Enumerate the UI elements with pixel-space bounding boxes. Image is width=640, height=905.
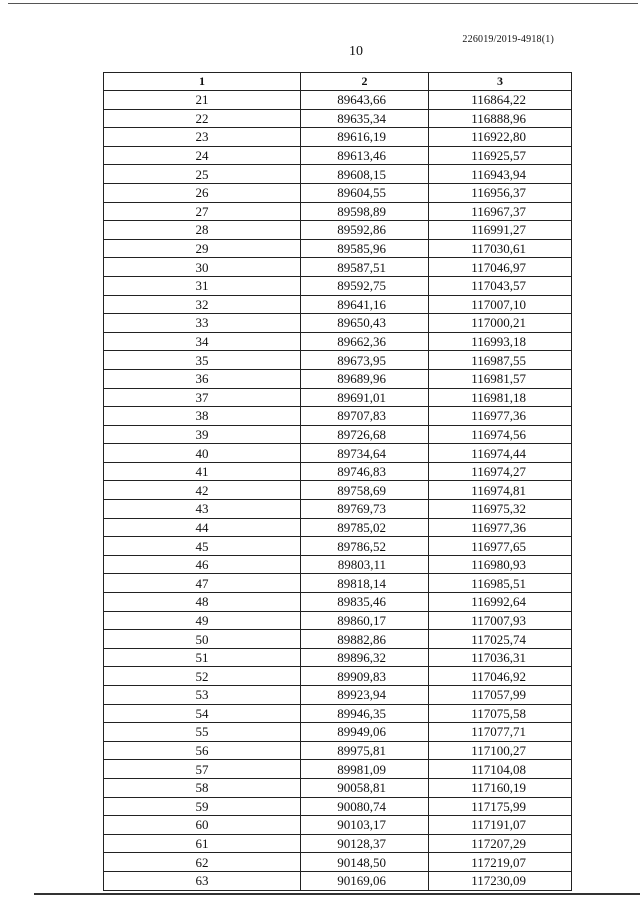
table-cell: 26 [104,183,301,202]
document-number: 226019/2019-4918(1) [462,34,554,45]
table-cell: 117007,93 [429,611,572,630]
table-cell: 89769,73 [301,500,429,519]
bottom-divider [34,893,640,895]
table-cell: 117104,08 [429,760,572,779]
table-row [104,369,572,388]
table-cell: 89818,14 [301,574,429,593]
table-cell: 117046,97 [429,258,572,277]
table-row [104,593,572,612]
table-cell: 117160,19 [429,778,572,797]
table-cell: 41 [104,462,301,481]
table-cell: 90148,50 [301,853,429,872]
table-cell: 89689,96 [301,369,429,388]
table-row [104,667,572,686]
table-cell: 89746,83 [301,462,429,481]
table-cell: 48 [104,593,301,612]
table-row [104,314,572,333]
table-cell: 57 [104,760,301,779]
table-row [104,239,572,258]
column-header: 3 [429,73,572,91]
table-cell: 116974,27 [429,462,572,481]
table-cell: 116981,18 [429,388,572,407]
table-row [104,760,572,779]
table-row [104,741,572,760]
table-cell: 89896,32 [301,648,429,667]
table-row [104,778,572,797]
table-cell: 116987,55 [429,351,572,370]
table-cell: 116974,81 [429,481,572,500]
table-cell: 117075,58 [429,704,572,723]
table-cell: 53 [104,686,301,705]
table-cell: 89860,17 [301,611,429,630]
table-cell: 117191,07 [429,816,572,835]
table-cell: 58 [104,778,301,797]
table-row [104,630,572,649]
table-cell: 44 [104,518,301,537]
table-row [104,109,572,128]
table-cell: 39 [104,425,301,444]
table-cell: 89923,94 [301,686,429,705]
table-cell: 117030,61 [429,239,572,258]
table-cell: 63 [104,871,301,890]
table-cell: 29 [104,239,301,258]
table-row [104,146,572,165]
table-cell: 117175,99 [429,797,572,816]
table-row [104,351,572,370]
table-row [104,221,572,240]
table-cell: 116974,56 [429,425,572,444]
table-cell: 116980,93 [429,555,572,574]
table-cell: 117207,29 [429,834,572,853]
table-cell: 56 [104,741,301,760]
table-cell: 117230,09 [429,871,572,890]
table-row [104,611,572,630]
table-cell: 89587,51 [301,258,429,277]
table-cell: 117077,71 [429,723,572,742]
table-cell: 46 [104,555,301,574]
table-cell: 116956,37 [429,183,572,202]
table-cell: 117043,57 [429,276,572,295]
table-cell: 116977,36 [429,518,572,537]
table-cell: 89635,34 [301,109,429,128]
table-cell: 89949,06 [301,723,429,742]
table-cell: 89835,46 [301,593,429,612]
table-cell: 89785,02 [301,518,429,537]
table-cell: 59 [104,797,301,816]
table-cell: 89803,11 [301,555,429,574]
table-cell: 90128,37 [301,834,429,853]
table-cell: 89592,75 [301,276,429,295]
table-row [104,444,572,463]
table-cell: 89726,68 [301,425,429,444]
table-cell: 89909,83 [301,667,429,686]
table-row [104,332,572,351]
table-header-row [104,73,572,91]
table-cell: 89650,43 [301,314,429,333]
table-cell: 117036,31 [429,648,572,667]
table-cell: 117100,27 [429,741,572,760]
table-cell: 40 [104,444,301,463]
table-cell: 36 [104,369,301,388]
table-row [104,295,572,314]
table-cell: 116943,94 [429,165,572,184]
table-row [104,686,572,705]
table-row [104,388,572,407]
table-cell: 89585,96 [301,239,429,258]
table-cell: 89643,66 [301,91,429,110]
column-header: 1 [104,73,301,91]
table-cell: 116967,37 [429,202,572,221]
table-cell: 116922,80 [429,128,572,147]
table-row [104,481,572,500]
table-cell: 89975,81 [301,741,429,760]
table-cell: 90080,74 [301,797,429,816]
column-header: 2 [301,73,429,91]
table-cell: 31 [104,276,301,295]
table-cell: 117007,10 [429,295,572,314]
table-row [104,871,572,890]
table-cell: 116985,51 [429,574,572,593]
table-cell: 89604,55 [301,183,429,202]
table-cell: 116864,22 [429,91,572,110]
table-cell: 34 [104,332,301,351]
table-row [104,555,572,574]
table-cell: 60 [104,816,301,835]
table-cell: 89786,52 [301,537,429,556]
table-cell: 52 [104,667,301,686]
table-row [104,183,572,202]
table-cell: 25 [104,165,301,184]
table-cell: 55 [104,723,301,742]
table-cell: 89598,89 [301,202,429,221]
table-row [104,276,572,295]
table-cell: 22 [104,109,301,128]
table-row [104,853,572,872]
table-cell: 32 [104,295,301,314]
table-cell: 89616,19 [301,128,429,147]
table-cell: 116975,32 [429,500,572,519]
table-cell: 27 [104,202,301,221]
table-cell: 89662,36 [301,332,429,351]
table-cell: 28 [104,221,301,240]
coordinates-table [103,72,572,891]
table-cell: 89691,01 [301,388,429,407]
table-row [104,648,572,667]
table-cell: 116981,57 [429,369,572,388]
table-cell: 89981,09 [301,760,429,779]
table-cell: 49 [104,611,301,630]
table-cell: 89673,95 [301,351,429,370]
table-cell: 54 [104,704,301,723]
table-cell: 42 [104,481,301,500]
table-cell: 90169,06 [301,871,429,890]
table-cell: 50 [104,630,301,649]
table-cell: 45 [104,537,301,556]
table-row [104,537,572,556]
table-row [104,128,572,147]
table-row [104,258,572,277]
table-cell: 116925,57 [429,146,572,165]
table-cell: 37 [104,388,301,407]
table-cell: 30 [104,258,301,277]
table-row [104,574,572,593]
table-cell: 89758,69 [301,481,429,500]
table-row [104,91,572,110]
table-row [104,500,572,519]
table-cell: 89946,35 [301,704,429,723]
table-cell: 89641,16 [301,295,429,314]
table-cell: 116977,36 [429,407,572,426]
table-cell: 116991,27 [429,221,572,240]
table-cell: 90058,81 [301,778,429,797]
table-cell: 35 [104,351,301,370]
table-cell: 51 [104,648,301,667]
table-cell: 116993,18 [429,332,572,351]
table-cell: 33 [104,314,301,333]
table-row [104,202,572,221]
table-cell: 117025,74 [429,630,572,649]
table-cell: 117057,99 [429,686,572,705]
table-row [104,518,572,537]
table-row [104,797,572,816]
table-cell: 117046,92 [429,667,572,686]
table-row [104,723,572,742]
table-cell: 89882,86 [301,630,429,649]
table-row [104,462,572,481]
table-cell: 61 [104,834,301,853]
table-row [104,425,572,444]
table-cell: 89592,86 [301,221,429,240]
table-cell: 89734,64 [301,444,429,463]
table-cell: 116992,64 [429,593,572,612]
table-row [104,407,572,426]
table-cell: 116888,96 [429,109,572,128]
table-row [104,704,572,723]
table-cell: 43 [104,500,301,519]
table-row [104,834,572,853]
table-body [104,91,572,891]
table-cell: 62 [104,853,301,872]
top-divider [8,3,638,4]
table-cell: 47 [104,574,301,593]
table-cell: 90103,17 [301,816,429,835]
table-cell: 89707,83 [301,407,429,426]
table-cell: 116977,65 [429,537,572,556]
page-number: 10 [349,44,363,59]
table-cell: 89608,15 [301,165,429,184]
table-cell: 23 [104,128,301,147]
table-cell: 24 [104,146,301,165]
table-cell: 117219,07 [429,853,572,872]
table-cell: 89613,46 [301,146,429,165]
table-row [104,816,572,835]
table-row [104,165,572,184]
table-cell: 117000,21 [429,314,572,333]
table-cell: 116974,44 [429,444,572,463]
table-cell: 38 [104,407,301,426]
table-cell: 21 [104,91,301,110]
